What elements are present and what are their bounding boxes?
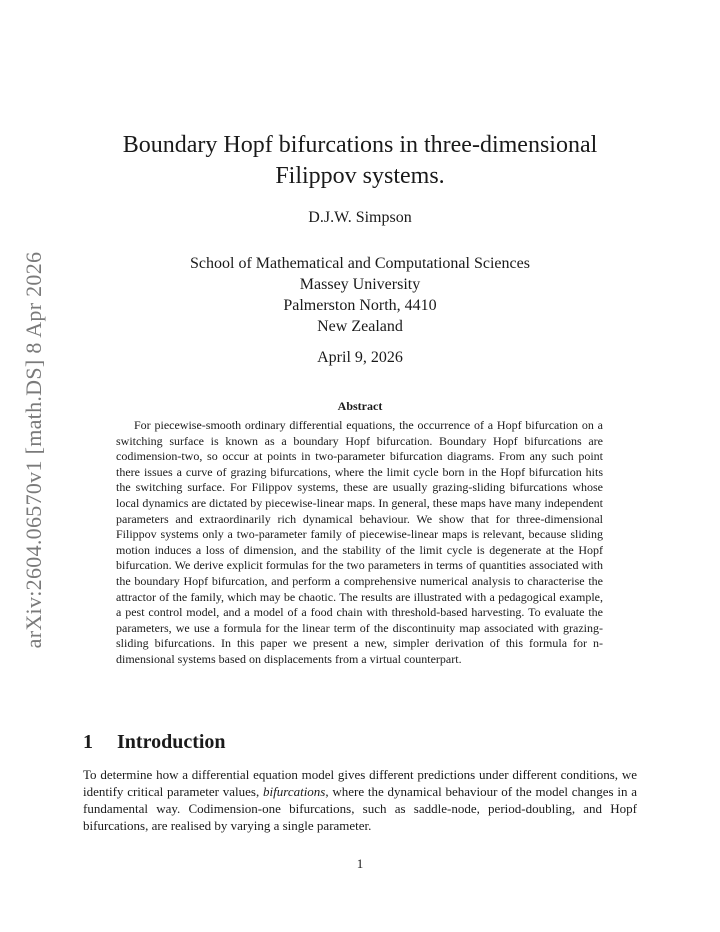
title-line-1: Boundary Hopf bifurcations in three-dimensional [122, 132, 598, 158]
section-heading [83, 731, 226, 754]
abstract-body: For piecewise-smooth ordinary differential equations, the occurrence of a Hopf bifurcation on a switching surface is known as a boundary Hopf bifurcation. Boundary Hopf bifurcations are codimension-two, so occur at points in two-parameter bifurcation diagrams. From any such point there issues a curve of grazing bifurcations, where the limit cycle born in the Hopf bifurcation hits the switching surface. For Filippov systems, these are usually grazing-sliding bifurcations whose local dynamics are dictated by piecewise-linear maps. In general, these maps have many independent parameters and extraordinarily rich dynamical behaviour. We show that for three-dimensional Filippov systems only a two-parameter family of piecewise-linear maps is relevant, because sliding motion induces a loss of dimension, and the stability of the limit cycle is degenerate at the Hopf bifurcation. We derive explicit formulas for the two parameters in terms of quantities associated with the boundary Hopf bifurcation, and perform a comprehensive numerical analysis to characterise the attractor of the family, which may be chaotic. The results are illustrated with a pedagogical example, a pest control model, and a model of a food chain with threshold-based harvesting. To evaluate the parameters, we use a formula for the linear term of the discontinuity map associated with grazing-sliding bifurcations. In this paper we present a new, simpler derivation of this formula for n-dimensional systems based on displacements from a virtual counterpart. [116, 418, 603, 666]
intro-text-part-2: , where the dynamical behaviour of the model changes in a fundamental way. Codimension-one bifurcations, such as saddle-node, period-doubling, and Hopf bifurcations, are realised by varying a single parameter. [83, 784, 637, 833]
affiliation-line-2: Massey University [299, 276, 421, 293]
title-line-2: Filippov systems. [275, 163, 445, 189]
section-title: Introduction [117, 731, 226, 753]
arxiv-identifier: arXiv:2604.06570v1 [math.DS] 8 Apr 2026 [21, 251, 46, 649]
paper-date: April 9, 2026 [317, 349, 403, 366]
section-number: 1 [83, 731, 93, 753]
introduction-paragraph [83, 766, 637, 834]
paper-title [0, 130, 720, 192]
affiliation-line-3: Palmerston North, 4410 [283, 297, 437, 314]
affiliation-line-4: New Zealand [317, 318, 403, 335]
intro-text-part-1: To determine how a differential equation model gives different predictions under different conditions, we identify critical parameter values, [83, 767, 637, 799]
author-name: D.J.W. Simpson [308, 209, 412, 226]
affiliation-line-1: School of Mathematical and Computational Sciences [190, 255, 530, 272]
intro-emphasis: bifurcations [263, 784, 326, 799]
page-number: 1 [356, 856, 364, 871]
abstract-heading: Abstract [337, 399, 383, 413]
affiliation [0, 253, 720, 337]
